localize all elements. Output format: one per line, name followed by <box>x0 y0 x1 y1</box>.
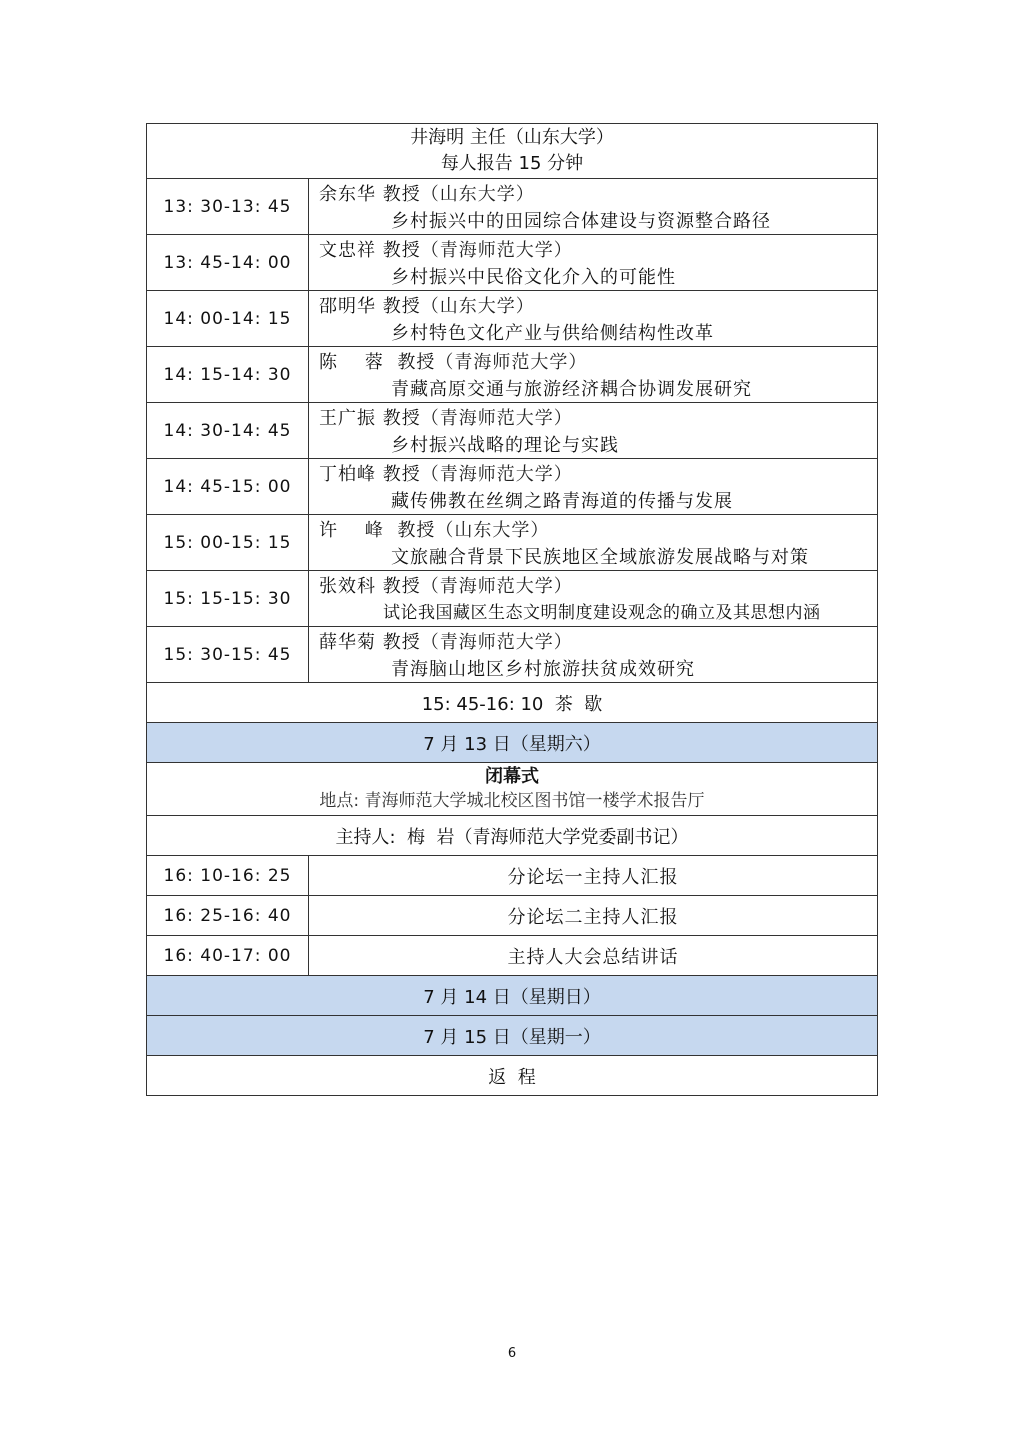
page-number: 6 <box>507 1346 517 1361</box>
talk-row <box>146 179 878 235</box>
talk-time: 13: 30-13: 45 <box>147 179 309 234</box>
report-duration-note: 每人报告 15 分钟 <box>440 153 584 174</box>
talk-title: 乡村振兴战略的理论与实践 <box>391 435 619 456</box>
speaker-name: 王广振 教授 <box>319 408 421 429</box>
speaker-affiliation: （青海师范大学） <box>420 408 573 429</box>
tea-break: 15: 45-16: 10 茶 歇 <box>421 693 603 715</box>
talk-row <box>146 347 878 403</box>
talk-title: 青藏高原交通与旅游经济耦合协调发展研究 <box>391 379 752 400</box>
talk-row <box>146 459 878 515</box>
speaker-affiliation: （青海师范大学） <box>420 240 573 261</box>
host-row <box>146 816 878 856</box>
talk-row <box>146 515 878 571</box>
agenda-time: 16: 25-16: 40 <box>147 896 309 935</box>
closing-host: 主持人: 梅 岩（青海师范大学党委副书记） <box>335 826 689 848</box>
day-header-row <box>146 976 878 1016</box>
talk-row <box>146 235 878 291</box>
speaker-name: 文忠祥 教授 <box>319 240 421 261</box>
talk-time: 13: 45-14: 00 <box>147 235 309 290</box>
speaker-affiliation: （山东大学） <box>435 520 550 541</box>
day-header: 7 月 14 日（星期日） <box>423 986 601 1008</box>
speaker-name: 余东华 教授 <box>319 184 421 205</box>
day-header: 7 月 13 日（星期六） <box>423 733 601 755</box>
speaker-affiliation: （山东大学） <box>420 184 535 205</box>
agenda-time: 16: 40-17: 00 <box>147 936 309 975</box>
talk-title: 试论我国藏区生态文明制度建设观念的确立及其思想内涵 <box>383 603 821 623</box>
speaker-affiliation: （青海师范大学） <box>420 464 573 485</box>
speaker-name: 丁柏峰 教授 <box>319 464 421 485</box>
agenda-time: 16: 10-16: 25 <box>147 856 309 895</box>
closing-ceremony-row <box>146 763 878 816</box>
talk-title: 乡村振兴中民俗文化介入的可能性 <box>391 267 676 288</box>
talk-time: 15: 00-15: 15 <box>147 515 309 570</box>
talk-title: 文旅融合背景下民族地区全域旅游发展战略与对策 <box>391 547 809 568</box>
speaker-name: 薛华菊 教授 <box>319 632 421 653</box>
speaker-name: 张效科 教授 <box>319 576 421 597</box>
closing-location: 地点: 青海师范大学城北校区图书馆一楼学术报告厅 <box>319 791 705 811</box>
speaker-name: 陈 蓉 教授 <box>319 352 436 373</box>
talk-title: 乡村特色文化产业与供给侧结构性改革 <box>391 323 714 344</box>
schedule-table <box>146 123 878 1096</box>
speaker-affiliation: （青海师范大学） <box>420 632 573 653</box>
talk-title: 乡村振兴中的田园综合体建设与资源整合路径 <box>391 211 771 232</box>
agenda-item: 分论坛一主持人汇报 <box>507 866 679 888</box>
day-header-row <box>146 723 878 763</box>
speaker-affiliation: （山东大学） <box>420 296 535 317</box>
speaker-name: 邵明华 教授 <box>319 296 421 317</box>
talk-time: 15: 15-15: 30 <box>147 571 309 626</box>
talk-time: 14: 45-15: 00 <box>147 459 309 514</box>
talk-title: 青海脑山地区乡村旅游扶贫成效研究 <box>391 659 695 680</box>
agenda-row <box>146 856 878 896</box>
session-chair-row <box>146 123 878 179</box>
talk-row <box>146 627 878 683</box>
agenda-row <box>146 896 878 936</box>
closing-title: 闭幕式 <box>485 766 539 787</box>
agenda-row <box>146 936 878 976</box>
talk-title: 藏传佛教在丝绸之路青海道的传播与发展 <box>391 491 733 512</box>
talk-time: 15: 30-15: 45 <box>147 627 309 682</box>
speaker-affiliation: （青海师范大学） <box>435 352 588 373</box>
talk-row <box>146 403 878 459</box>
agenda-item: 分论坛二主持人汇报 <box>507 906 679 928</box>
speaker-affiliation: （青海师范大学） <box>420 576 573 597</box>
talk-row <box>146 571 878 627</box>
speaker-name: 许 峰 教授 <box>319 520 436 541</box>
return-row <box>146 1056 878 1096</box>
day-header: 7 月 15 日（星期一） <box>423 1026 601 1048</box>
day-header-row <box>146 1016 878 1056</box>
talk-time: 14: 00-14: 15 <box>147 291 309 346</box>
talk-time: 14: 15-14: 30 <box>147 347 309 402</box>
talk-row <box>146 291 878 347</box>
session-chair: 井海明 主任（山东大学） <box>410 127 614 148</box>
return-label: 返 程 <box>488 1066 536 1088</box>
talk-time: 14: 30-14: 45 <box>147 403 309 458</box>
agenda-item: 主持人大会总结讲话 <box>507 946 679 968</box>
tea-break-row <box>146 683 878 723</box>
